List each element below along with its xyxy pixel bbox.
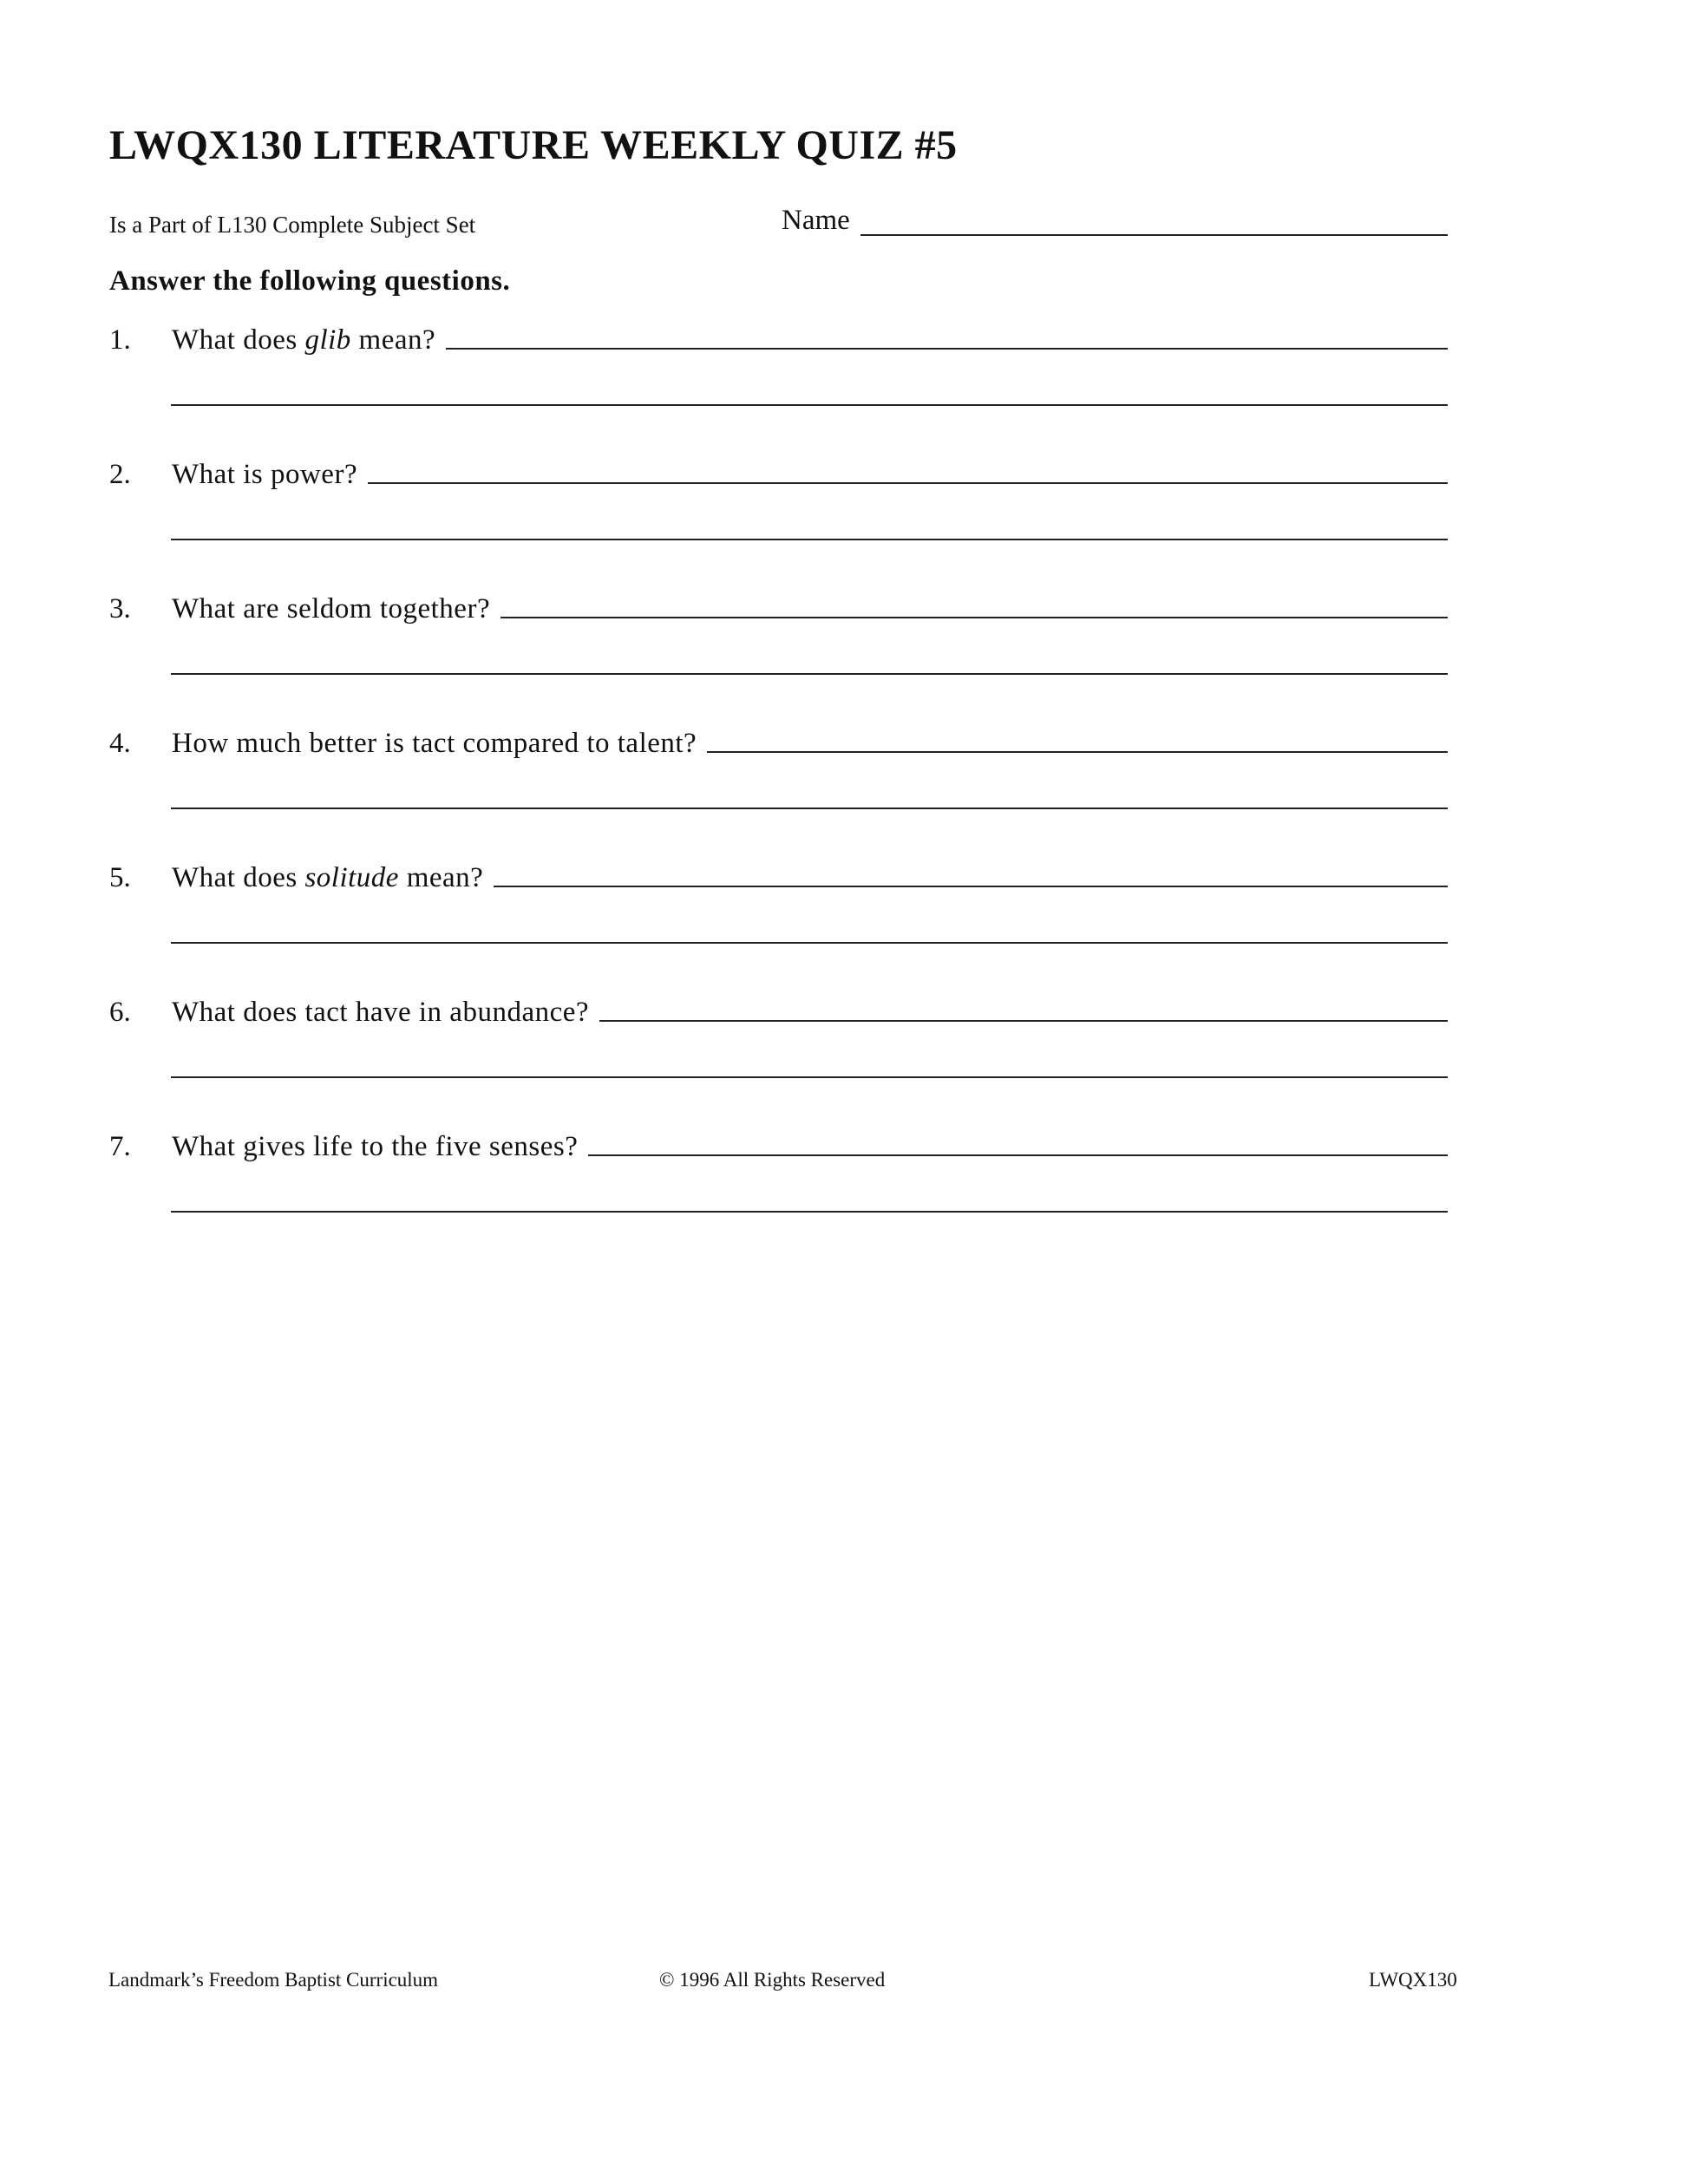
question-text bbox=[172, 728, 697, 760]
question-row bbox=[172, 324, 1448, 356]
answer-line-1[interactable] bbox=[707, 751, 1448, 753]
answer-line-1[interactable] bbox=[588, 1154, 1448, 1156]
question-text bbox=[172, 1131, 578, 1163]
question-text bbox=[172, 459, 357, 491]
answer-line-1[interactable] bbox=[501, 617, 1448, 618]
question-row bbox=[172, 997, 1448, 1029]
question-row bbox=[172, 1131, 1448, 1163]
question-item bbox=[0, 324, 1688, 459]
question-text-pre: What does bbox=[172, 862, 305, 893]
name-answer-line[interactable] bbox=[860, 234, 1448, 236]
footer-copyright: © 1996 All Rights Reserved bbox=[659, 1969, 886, 1991]
question-number: 1. bbox=[109, 324, 131, 356]
question-row bbox=[172, 593, 1448, 625]
answer-line-1[interactable] bbox=[494, 886, 1448, 887]
question-item bbox=[0, 593, 1688, 728]
question-text-post: mean? bbox=[350, 324, 436, 356]
question-text bbox=[172, 324, 435, 356]
answer-line-1[interactable] bbox=[599, 1020, 1448, 1022]
question-term: solitude bbox=[304, 862, 399, 893]
question-item bbox=[0, 459, 1688, 593]
question-text bbox=[172, 862, 483, 894]
question-text-pre: What are seldom together? bbox=[172, 593, 491, 624]
answer-line-1[interactable] bbox=[446, 348, 1448, 350]
question-number: 3. bbox=[109, 593, 131, 624]
question-row bbox=[172, 459, 1448, 491]
instructions: Answer the following questions. bbox=[109, 265, 511, 297]
question-text-pre: How much better is tact compared to talent? bbox=[172, 728, 697, 759]
answer-line-2[interactable] bbox=[171, 404, 1448, 406]
question-item bbox=[0, 728, 1688, 862]
subtitle: Is a Part of L130 Complete Subject Set bbox=[109, 212, 476, 238]
question-text-pre: What does bbox=[172, 324, 305, 356]
question-item bbox=[0, 862, 1688, 997]
answer-line-2[interactable] bbox=[171, 673, 1448, 675]
answer-line-1[interactable] bbox=[368, 482, 1448, 484]
question-text-pre: What gives life to the five senses? bbox=[172, 1131, 579, 1162]
question-text-post: mean? bbox=[398, 862, 484, 893]
question-text bbox=[172, 593, 490, 625]
question-row bbox=[172, 728, 1448, 760]
answer-line-2[interactable] bbox=[171, 1076, 1448, 1078]
footer-code: LWQX130 bbox=[1369, 1969, 1457, 1991]
quiz-title: LWQX130 LITERATURE WEEKLY QUIZ #5 bbox=[109, 122, 958, 168]
question-text bbox=[172, 997, 589, 1029]
question-item bbox=[0, 997, 1688, 1131]
question-number: 6. bbox=[109, 997, 131, 1028]
answer-line-2[interactable] bbox=[171, 539, 1448, 540]
name-label: Name bbox=[782, 205, 850, 236]
question-term: glib bbox=[304, 324, 351, 356]
question-number: 2. bbox=[109, 459, 131, 490]
question-number: 7. bbox=[109, 1131, 131, 1162]
question-number: 5. bbox=[109, 862, 131, 893]
question-text-pre: What does tact have in abundance? bbox=[172, 997, 590, 1028]
question-text-pre: What is power? bbox=[172, 459, 358, 490]
answer-line-2[interactable] bbox=[171, 808, 1448, 809]
question-number: 4. bbox=[109, 728, 131, 759]
question-item bbox=[0, 1131, 1688, 1265]
question-row bbox=[172, 862, 1448, 894]
footer-publisher: Landmark’s Freedom Baptist Curriculum bbox=[108, 1969, 439, 1991]
answer-line-2[interactable] bbox=[171, 1211, 1448, 1213]
answer-line-2[interactable] bbox=[171, 942, 1448, 944]
